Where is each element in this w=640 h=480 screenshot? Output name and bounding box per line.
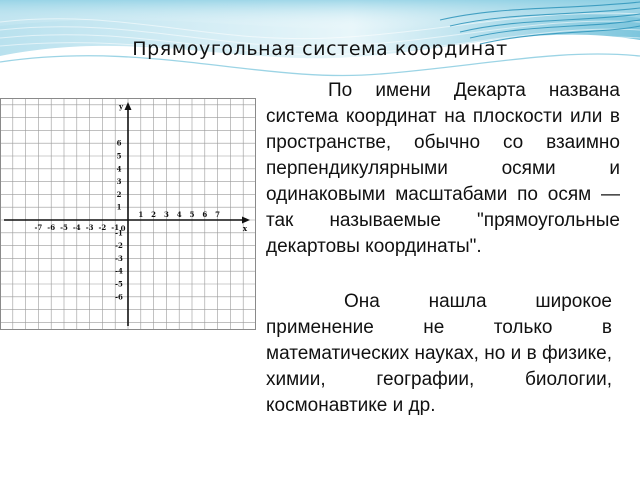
y-tick-label: -5 <box>115 279 123 289</box>
x-tick-label: -4 <box>72 223 81 232</box>
y-tick-label: -1 <box>115 228 123 238</box>
x-tick-label: 1 <box>138 210 144 219</box>
y-tick-label: 2 <box>116 189 122 199</box>
y-tick-label: -6 <box>115 292 123 302</box>
x-tick-label: 4 <box>176 210 182 219</box>
x-tick-label: 7 <box>215 210 221 219</box>
x-tick-label: -5 <box>60 223 68 232</box>
x-tick-label: 2 <box>151 210 157 219</box>
y-tick-label: 4 <box>116 164 122 174</box>
x-tick-label: -7 <box>34 223 43 232</box>
coordinate-plane-diagram <box>0 98 256 330</box>
x-tick-label: 3 <box>163 210 169 219</box>
y-tick-label: -2 <box>115 241 123 251</box>
y-tick-label: 3 <box>116 177 122 187</box>
y-tick-label: -3 <box>115 253 123 263</box>
x-tick-label: -6 <box>47 223 56 232</box>
y-tick-label: 6 <box>116 138 122 148</box>
x-axis-label: x <box>242 224 248 233</box>
y-tick-label: 5 <box>116 151 122 161</box>
slide-title: Прямоугольная система координат <box>132 38 508 60</box>
x-tick-label: -1 <box>111 223 120 232</box>
x-tick-label: 5 <box>189 210 195 219</box>
paragraph-application: Она нашла широкое применение не только в математических науках, но и в физике, химии, географии, биологии, космонавтике и др. <box>266 291 612 416</box>
x-tick-label: 6 <box>202 210 208 219</box>
y-axis-label: y <box>118 102 124 111</box>
y-tick-label: 1 <box>116 202 122 212</box>
x-tick-label: -3 <box>85 223 94 232</box>
y-tick-label: -4 <box>115 266 123 276</box>
x-tick-label: -2 <box>98 223 107 232</box>
origin-label: 0 <box>120 224 126 233</box>
paragraph-definition: По имени Декарта названа система координат на плоскости или в пространстве, обычно со взаимно перпендикулярными осями и одинаковыми масштабами по осям — так называемые "прямоугольные декартовы координаты". <box>266 80 620 257</box>
